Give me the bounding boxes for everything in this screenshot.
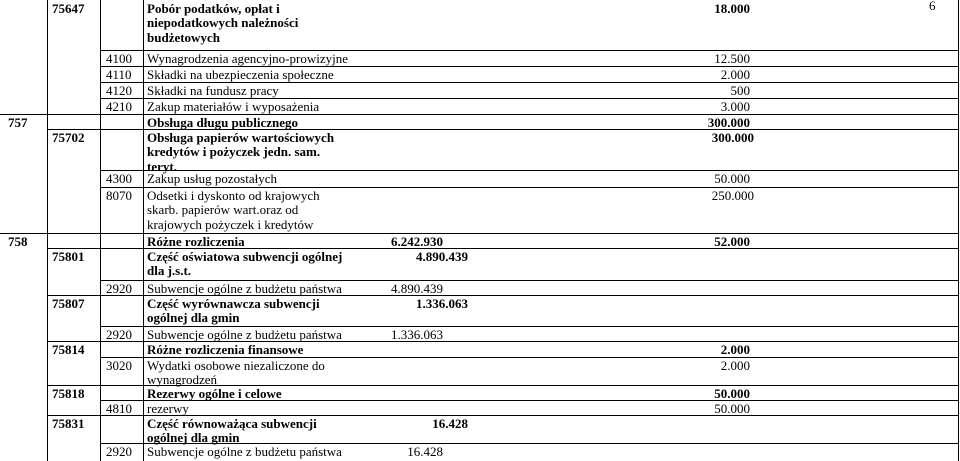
item-name: ogólnej dla gmin	[147, 430, 240, 446]
row-rule	[47, 341, 958, 342]
row-rule	[100, 326, 958, 327]
item-name: niepodatkowych należności	[147, 15, 299, 31]
amount-value: 6.242.930	[391, 234, 443, 249]
item-name: dla j.s.t.	[147, 263, 192, 279]
table-row	[0, 2, 960, 52]
paragraf-code: 3020	[106, 358, 132, 373]
amount-value: 18.000	[714, 1, 750, 16]
table-row	[0, 131, 960, 172]
rozdzial-code: 75647	[52, 1, 85, 16]
rozdzial-code: 75818	[52, 386, 85, 401]
item-name: Obsługa papierów wartościowych	[147, 130, 335, 145]
amount-value: 4.890.439	[391, 281, 443, 296]
item-name: Odsetki i dyskonto od krajowych	[147, 188, 320, 203]
paragraf-code: 4810	[106, 401, 132, 416]
row-rule	[100, 443, 958, 444]
column-rule	[100, 0, 101, 461]
item-name: Część równoważąca subwencji	[147, 416, 317, 431]
row-rule	[47, 129, 958, 130]
column-rule	[143, 0, 144, 461]
amount-value: 50.000	[714, 171, 750, 186]
paragraf-code: 8070	[106, 188, 132, 203]
row-rule	[47, 295, 958, 296]
row-rule	[100, 280, 958, 281]
paragraf-code: 2920	[106, 444, 132, 459]
amount-value: 4.890.439	[416, 249, 468, 264]
item-name: krajowych pożyczek i kredytów	[147, 216, 314, 232]
table-row	[0, 297, 960, 328]
row-rule	[100, 66, 958, 67]
amount-value: 2.000	[720, 67, 750, 82]
paragraf-code: 4120	[106, 83, 132, 98]
item-name: kredytów i pożyczek jedn. sam.	[147, 144, 321, 160]
amount-value: 12.500	[714, 51, 750, 66]
paragraf-code: 4210	[106, 99, 132, 114]
row-rule	[100, 400, 958, 401]
row-rule	[100, 170, 958, 171]
amount-value: 300.000	[711, 130, 754, 145]
row-rule	[100, 357, 958, 358]
item-name: rezerwy	[147, 401, 189, 416]
amount-value: 3.000	[720, 99, 750, 114]
amount-value: 50.000	[714, 386, 750, 401]
item-name: Zakup usług pozostałych	[147, 171, 277, 186]
paragraf-code: 4110	[106, 67, 132, 82]
column-rule	[958, 0, 959, 461]
item-name: Pobór podatków, opłat i	[147, 1, 280, 16]
amount-value: 1.336.063	[391, 327, 443, 342]
item-name: ogólnej dla gmin	[147, 310, 240, 326]
item-name: Rezerwy ogólne i celowe	[147, 386, 282, 401]
column-rule	[47, 0, 48, 461]
item-name: Wydatki osobowe niezaliczone do	[147, 358, 325, 373]
item-name: Składki na ubezpieczenia społeczne	[147, 67, 334, 82]
item-name: teryt.	[147, 158, 177, 174]
paragraf-code: 4100	[106, 51, 132, 66]
rozdzial-code: 75702	[52, 130, 85, 145]
rozdzial-code: 75801	[52, 249, 85, 264]
item-name: Wynagrodzenia agencyjno-prowizyjne	[147, 51, 348, 66]
table-row	[0, 250, 960, 282]
rozdzial-code: 75831	[52, 416, 85, 431]
item-name: Subwencje ogólne z budżetu państwa	[147, 281, 342, 296]
amount-value: 16.428	[432, 416, 468, 431]
item-name: Zakup materiałów i wyposażenia	[147, 99, 320, 114]
paragraf-code: 4300	[106, 171, 132, 186]
paragraf-code: 2920	[106, 281, 132, 296]
dzial-code: 757	[8, 115, 28, 130]
dzial-code: 758	[8, 234, 28, 249]
page-number: 6	[929, 0, 936, 13]
amount-value: 52.000	[714, 234, 750, 249]
table-row	[0, 445, 960, 461]
amount-value: 250.000	[711, 188, 754, 203]
row-rule	[100, 50, 958, 51]
table-row	[0, 359, 960, 387]
rozdzial-code: 75814	[52, 342, 85, 357]
amount-value: 16.428	[407, 444, 443, 459]
row-rule	[47, 415, 958, 416]
row-rule	[100, 82, 958, 83]
row-rule	[47, 385, 958, 386]
table-row	[0, 417, 960, 445]
item-name: Część oświatowa subwencji ogólnej	[147, 249, 343, 264]
amount-value: 2.000	[720, 342, 750, 357]
item-name: wynagrodzeń	[147, 372, 218, 388]
paragraf-code: 2920	[106, 327, 132, 342]
item-name: Subwencje ogólne z budżetu państwa	[147, 444, 342, 459]
item-name: Różne rozliczenia	[147, 234, 245, 249]
item-name: skarb. papierów wart.oraz od	[147, 202, 299, 218]
amount-value: 500	[730, 83, 750, 98]
row-rule	[47, 248, 958, 249]
item-name: Różne rozliczenia finansowe	[147, 342, 304, 357]
rozdzial-code: 75807	[52, 296, 85, 311]
amount-value: 1.336.063	[416, 296, 468, 311]
amount-value: 2.000	[720, 358, 750, 373]
row-rule	[100, 98, 958, 99]
item-name: Obsługa długu publicznego	[147, 115, 298, 130]
item-name: Składki na fundusz pracy	[147, 83, 279, 98]
item-name: Subwencje ogólne z budżetu państwa	[147, 327, 342, 342]
table-row	[0, 189, 960, 235]
item-name: budżetowych	[147, 29, 220, 45]
amount-value: 50.000	[714, 401, 750, 416]
item-name: Część wyrównawcza subwencji	[147, 296, 320, 311]
row-rule	[100, 187, 958, 188]
amount-value: 300.000	[707, 115, 750, 130]
